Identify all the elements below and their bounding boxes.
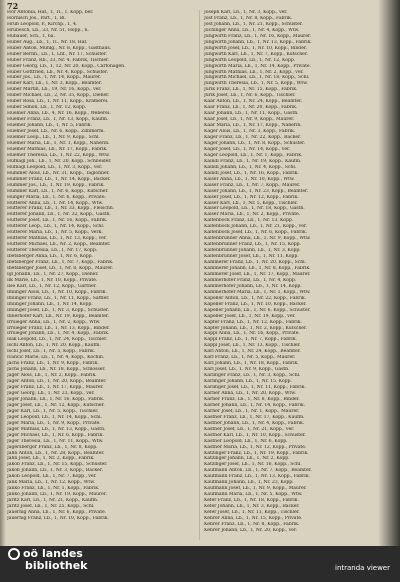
directory-entry: Jäger Mathias, Lb., 1, Nr. 13, Kopp., Gasth. <box>7 426 106 432</box>
directory-entry: Karlinger Johann, Lb., 1, Nr. 15, Kopp. <box>204 379 292 385</box>
directory-entry: Kaar Johann, Lb., 1, Nr. 11, Kopp., Gasth. <box>204 111 299 117</box>
directory-entry: Hör Antonia, Haf., 1, Tl., 1, Kopp, ber. <box>7 10 94 15</box>
directory-entry: Karlinger Franz, Lb., 1, Nr. 3, Kopp., Schl. <box>204 373 301 379</box>
directory-entry: Kager Josef, Lb., 1, Nr. 14, Kopp., ver. <box>204 146 291 152</box>
directory-entry: Kaar Franz, Lb., 1, Nr. 20, Kopp., Fabrik. <box>204 105 298 111</box>
directory-entry: Jäger Josef, Lb., 1, Nr. 12, Kopp., Kutscher. <box>7 402 105 408</box>
directory-entry: Kaiser Anna, Lb., 1, Nr. 10, Kopp., Wtw. <box>204 176 295 182</box>
directory-entry: Huemer Franz, Lb., 1, Nr. 13, Kopp., Kaufm. <box>7 117 109 123</box>
directory-entry: Hummer Jos., Lb., 1, Nr. 19, Kopp., Fabrik. <box>7 182 105 188</box>
directory-entry: Kaiser Johann, Lb., 1, Nr. 23, Kopp., Beamter. <box>204 188 309 194</box>
directory-entry: Karner Johann, Lb., 1, Nr. 14, Kopp., Fabrik. <box>204 402 306 408</box>
directory-entry: Janko Johann, Lb., 1, Nr. 19, Kopp., Maurer. <box>7 492 107 498</box>
logo-text-1: oö landes <box>23 547 83 560</box>
directory-entry: Imlinger Johann, Lb., 1, Nr. 14, Kopp. <box>7 301 93 307</box>
directory-entry: Jäger Leopold, Lb., 1, Nr. 14, Kopp., Schl. <box>7 414 102 420</box>
directory-entry: Jungwirth Josef, Lb., 1, Nr. 10, Kopp., Binder. <box>204 45 307 51</box>
directory-entry: Jäger Anton, Lb., 1, Nr. 20, Kopp., Beamter. <box>7 379 107 385</box>
directory-entry: Katzinger Josef, Lb., 1, Nr. 16, Kopp., Schl. <box>204 462 302 468</box>
directory-entry: Jank Maria, Lb., 1, Nr. 12, Kopp., Wtw. <box>7 480 95 486</box>
library-logo[interactable] <box>8 548 87 571</box>
directory-entry: Huber Rosa, Lb., 1, Nr. 11, Kopp., Krämerei. <box>7 99 109 105</box>
directory-entry: Karl Johann, Lb., 1, Nr. 18, Kopp., Fabrik. <box>204 361 299 367</box>
directory-entry: Igl Johann, Lb., 1, Nr. 27, Kopp., Diener. <box>7 271 99 277</box>
directory-entry: Jauernig Franz, Lb., 1, Nr. 10, Kopp., Fabrik. <box>7 516 109 522</box>
directory-entry: Kapfer Franz, Lb., 1, Nr. 12, Kopp., Fabrik. <box>204 319 302 325</box>
directory-entry: Kehrer Franz, Lb., 1, Nr. 8, Kopp., Fabrik. <box>204 521 300 527</box>
directory-entry: Kefer Josef, Lb., 1, Nr. 11, Kopp., Tischler. <box>204 510 300 516</box>
directory-entry: Kaltenbrunner Anna, Lb., 1, Nr. 9, Kopp., Wtw. <box>204 236 311 242</box>
directory-entry: Kapeller Johann, Lb., 1, Nr. 6, Kopp., Schuster. <box>204 307 311 313</box>
directory-entry: Hutterer Franz, Lb., 1, Nr. 33, Kopp., Fleischh. <box>7 206 115 212</box>
directory-entry: Janko Franz, Lb., 1, Nr. 1, Kopp., Fabrik. <box>7 486 100 492</box>
directory-entry: Huber Martin, Lb., 19, Nr. 16, Kopp., ver. <box>7 87 102 93</box>
directory-entry: Hutterer Mathias, Lb., 1, Nr. 13, Kopp., ver. <box>7 236 107 242</box>
directory-entry: Kaiser Franz, Lb., 1, Nr. 7, Kopp., Maurer. <box>204 182 301 188</box>
directory-entry: Jachs Franz, Lb., 1, Nr. 9, Kopp., Fabrik. <box>7 361 99 367</box>
directory-entry: Huemer Maria, Lb., 1, Nr. 1, Kopp., Näherin. <box>7 140 110 146</box>
directory-entry: Katzinger Franz, Lb., 1, Nr. 19, Kopp., Fabrik. <box>204 450 309 456</box>
directory-entry: Kapfer Johann, Lb., 1, Nr. 2, Kopp., Kutscher. <box>204 325 307 331</box>
directory-entry: Kager Alois, Lb., 1, Nr. 3, Kopp., Fabrik. <box>204 129 296 135</box>
directory-entry: Ilk Marie, Lb., 1, Nr. 10, Kopp., Private. <box>7 277 98 283</box>
directory-entry: Hutterer Maria, Lb., 1, Nr. 5, Kopp., Verk. <box>7 230 103 236</box>
directory-entry: Jurik Josef, Lb., 1, Nr. 6, Kopp., Tischler. <box>204 93 296 99</box>
directory-entry: Irrsieger Johann, Lb., 1, Nr. 4, Kopp., Fabrik. <box>7 331 110 337</box>
directory-entry: Jahn Anton, Lb., 1, Nr. 28, Kopp., Beamter. <box>7 450 105 456</box>
directory-entry: Kappl Josef, Lb., 1, Nr. 13, Kopp., Tischler. <box>204 343 301 349</box>
directory-entry: Huemer Theresia, Lb., 1, Nr. 22, Kopp., Wtw. <box>7 152 110 158</box>
directory-entry: Jäger Michael, Lb., 1, Nr. 6, Kopp., Fabrik. <box>7 432 104 438</box>
directory-entry: Huemer Josef, Lb., Nr. 6, Kopp., Zimmerm. <box>7 129 105 135</box>
directory-entry: Kappl Anna, Lb., 1, Nr. 16, Kopp., Private. <box>204 331 300 337</box>
directory-entry: Karl Franz, Lb., 1, Nr. 5, Kopp., Maurer. <box>204 355 296 361</box>
directory-entry: Jahn Josef, Lb., 1, Nr. 2, Kopp., Fabrik. <box>7 456 95 462</box>
right-column <box>204 10 394 540</box>
directory-entry: Hubauer, Sch., 1, 6a. <box>7 33 55 39</box>
directory-entry: Hörnisch Jos., Part., 1, Bl. <box>7 15 66 21</box>
directory-entry: Imlinger Alois, Lb., 1, Nr. 10, Kopp., Fabrik. <box>7 289 107 295</box>
directory-entry: Hunger Maria, Lb., 1, Nr. 6, Kopp., Private. <box>7 194 106 200</box>
directory-entry: Irrsieger Anna, Lb., 1, Nr. 2, Kopp., Wtw. <box>7 319 101 325</box>
directory-entry: Juchinger Anna, Lb., 1, Nr. 4, Kopp., Wtw. <box>204 27 300 33</box>
directory-entry: Kaar Maria, Lb., 1, Nr. 17, Kopp., Näherin. <box>204 123 302 129</box>
directory-entry: Hutterer Josef, Lb., 1, Nr. 16, Kopp., Fabrik. <box>7 218 108 224</box>
directory-entry: Jäger Alois, Lb., 1, Nr. 2, Kopp., Fabrik. <box>7 373 97 379</box>
left-column <box>7 10 197 540</box>
directory-entry: Hummer Karl, Lb., 1, Nr. 6, Kopp., Kutscher. <box>7 188 109 194</box>
directory-entry: Isak Leopold, Lb., 1, Nr. 24, Kopp., Tischler. <box>7 337 108 343</box>
logo-icon <box>8 548 20 560</box>
directory-entry: Kehrer Anna, Lb., 1, Nr. 15, Kopp., Private. <box>204 516 303 522</box>
directory-entry: Jungwirth Maria, Lb., 1, Nr. 14, Kopp., Private. <box>204 63 311 69</box>
directory-entry: Kapeller Josef, Lb., 1, Nr. 19, Kopp., ver. <box>204 313 296 319</box>
directory-entry: Huemer Johann, Lb., 1, Nr. 5, Fabrik. <box>7 123 92 129</box>
directory-entry: Hutterer Leop., Lb., 1, Nr. 14, Kopp., Schl. <box>7 224 105 230</box>
directory-entry: Huber Simon, Lb., 1, Nr. 12, Kopp. <box>7 105 87 111</box>
directory-entry: Joseph Karl, Lb., 1, Nr. 3, Kopp., ver. <box>204 10 288 15</box>
directory-entry: Kapeller Anton, Lb., 1, Nr. 22, Kopp., Fabrik. <box>204 295 307 301</box>
directory-entry: Kammerhofer Franz, Lb., 1, Nr. 4, Kopp. <box>204 277 297 283</box>
directory-entry: Huber Gottfried, Lb., Nr. 4, Kopp., Schuster. <box>7 69 108 75</box>
directory-entry: Huber Anton, Mühlg., Nr. 8, Kopp., Gasthaus. <box>7 45 112 51</box>
directory-entry: Karl Josef, Lb., 1, Nr. 9, Kopp., Gasth. <box>204 367 290 373</box>
directory-entry: Kastner Franz, Lb., 1, Nr. 17, Kopp., Kaufm. <box>204 414 305 420</box>
page-number: 72 <box>7 1 19 11</box>
directory-entry: Jaritz Josef, Lb., 1, Nr. 25, Kopp., Schl. <box>7 504 95 510</box>
directory-entry: Kaiser Leopold, Lb., 1, Nr. 18, Kopp., Gasth. <box>204 206 305 212</box>
directory-entry: Kaufmann Anton, Lb., 1, Nr. 7, Kopp., Beamter. <box>204 468 312 474</box>
directory-entry: Kaltenbrunner Josef, Lb., 1, Nr. 11, Kopp. <box>204 254 299 260</box>
directory-entry: Jungwirth Johann, Lb., 1, Nr. 13, Kopp., Fabrik. <box>204 39 312 45</box>
viewer-brand[interactable]: intranda viewer <box>335 564 390 572</box>
directory-entry: Kaltenböck Johann, Lb., 1, Nr. 21, Kopp., ver. <box>204 224 307 230</box>
directory-entry: Hufnagl Leopold, Lb., 1, Nr. 3, Kopp., ver. <box>7 164 103 170</box>
directory-entry: Kammerer Josef, Lb., 1, Nr. 17, Kopp., Maurer. <box>204 271 311 277</box>
directory-entry: Huber Bernh., Lb., 1, Lhf., Nr. 17, Schuster. <box>7 51 107 57</box>
directory-entry: Hrubesch, Lb., 33, Nr. 51, Hopp., n. <box>7 27 89 33</box>
directory-entry: Jäger Georg, Lb., 1, Nr. 23, Kopp., ver. <box>7 391 95 396</box>
directory-entry: Ivancic Marie, Lb., 1, Nr. 4, Kopp., Köchin. <box>7 355 105 361</box>
directory-entry: Kaltenbrunner Johann, Lb., 1, Nr. 3, Kopp. <box>204 248 301 254</box>
directory-entry: Ibetsberger Josef, Lb., 1, Nr. 8, Kopp., Maurer. <box>7 265 114 271</box>
directory-entry: Karner Anna, Lb., 1, Nr. 20, Kopp., Wtw. <box>204 391 296 396</box>
directory-entry: Kastner Josef, Lb., 1, Nr. 21, Kopp., ver. <box>204 426 295 432</box>
directory-entry: Jungwirth Leopold, Lb., 1, Nr. 12, Kopp. <box>204 57 296 63</box>
directory-entry: Imlinger Josef, Lb., 1, Nr. 3, Kopp., Schuster. <box>7 307 109 313</box>
directory-entry: Jungwirth Mathias, Lb., 1, Nr. 2, Kopp., ver. <box>204 69 304 75</box>
directory-entry: Jurik Franz, Lb., 1, Nr. 15, Kopp., Fabrik. <box>204 87 298 93</box>
directory-entry: Katzinger Johann, Lb., 1, Nr. 2, Kopp. <box>204 456 290 462</box>
directory-entry: Kager Leopold, Lb., 1, Nr. 1, Kopp., Fabrik. <box>204 152 303 158</box>
directory-entry: Kaar Anton, Lb., 1, Nr. 24, Kopp., Beamter. <box>204 99 303 105</box>
directory-entry: Kammerhofer Johann, Lb., 1, Nr. 14, Kopp. <box>204 283 302 289</box>
directory-entry: Kaufmann Johann, Lb., 1, Nr. 23, Kopp. <box>204 480 294 486</box>
directory-entry: Huber Michael, Lb., 2, Nr. 35, Kopp., Diener. <box>7 93 110 99</box>
column-divider <box>199 10 200 540</box>
directory-entry: Huemer Mathias, Lb., Nr. 17, Kopp., Fabrik. <box>7 146 108 152</box>
directory-entry: Jost Franz, Lb., 1, Nr. 8, Kopp., Fabrik. <box>204 15 293 21</box>
directory-entry: Ischl Josef, Lb., 1, Nr. 5, Kopp., Fabrik. <box>7 349 96 355</box>
directory-entry: Hrub Leopold, P., Kirchp., 1, 4. <box>7 21 78 27</box>
directory-entry: Kaufmann Josef, Lb., 1, Nr. 9, Kopp., Maurer. <box>204 486 307 492</box>
directory-entry: Kaufmann Maria, Lb., 1, Nr. 5, Kopp., Wtw. <box>204 492 303 498</box>
directory-entry: Kammerhofer Maria, Lb., 1, Nr. 1, Kopp., Wtw. <box>204 289 311 295</box>
directory-entry: Jauernig Anna, Lb., 1, Nr. 6, Kopp., Private. <box>7 510 107 516</box>
directory-entry: Innerhofer Karl, Lb., Nr. 19, Kopp., Beamter. <box>7 313 109 319</box>
directory-entry: Kaltenböck Josef, Lb., 1, Nr. 6, Kopp., Fabrik. <box>204 230 307 236</box>
directory-entry: Kastner Karl, Lb., 1, Nr. 10, Kopp., Schuster. <box>204 432 306 438</box>
directory-entry: Karner Josef, Lb., 1, Nr. 1, Kopp., Maurer. <box>204 408 300 414</box>
directory-entry: Kastner Maria, Lb., 1, Nr. 12, Kopp., Private. <box>204 444 307 450</box>
directory-entry: Kaltenbrunner Franz, Lb., 1, Nr. 15, Kopp. <box>204 242 301 248</box>
directory-entry: Kaindl Franz, Lb., 1, Nr. 19, Kopp., Kaufm. <box>204 158 302 164</box>
directory-entry: Kager Johann, Lb., 1, Nr. 8, Kopp., Schuster. <box>204 140 306 146</box>
directory-entry: Ischl Anton, Lb., 1, Nr. 20, Kopp., Kaufm. <box>7 343 101 349</box>
directory-entry: Imlinger Franz, Lb., 1, Nr. 11, Kopp., Sattler. <box>7 295 110 301</box>
directory-entry: Kammerer Johann, Lb., 1, Nr. 8, Kopp., Fabrik. <box>204 265 311 271</box>
directory-entry: Karl Anton, Lb., 1, Nr. 24, Kopp., Beamter. <box>204 349 301 355</box>
directory-entry: Irrsieger Franz, Lb., 1, Nr. 13, Kopp., Binder. <box>7 325 110 331</box>
directory-entry: Huber Aug., Lb., 1, Tl., Nr. 18, Haf. <box>7 39 88 45</box>
directory-entry: Jungwirth Franz, Lb., 1, Nr. 16, Kopp., Maurer. <box>204 33 312 39</box>
directory-entry: Huber Franz, Rb., 33, Nr. 4, Fabrik, Tischler. <box>7 57 110 63</box>
directory-entry: Kaiser Josef, Lb., 1, Nr. 12, Kopp., Fabrik. <box>204 194 299 200</box>
directory-entry: Jachs Johann, Lb., Nr. 18, Kopp., Schlosser. <box>7 367 106 373</box>
directory-entry: Huber Georg, Lb., 1, 12, Nr. 20, Kopp., Cartonagen. <box>7 63 126 69</box>
logo-line-2: bibliothek <box>25 559 88 572</box>
directory-entry: Kefer Franz, Lb., 1, Nr. 18, Kopp., Fabrik. <box>204 498 299 504</box>
directory-entry: Jost Johann, Lb., 1, Nr. 21, Kopp., Schuster. <box>204 21 303 27</box>
page-edge-shadow <box>378 0 400 546</box>
directory-entry: Jungwirth Karl, Lb., 1, Nr. 7, Kopp., Kutscher. <box>204 51 308 57</box>
directory-entry: Huber Karl, Lb., 1, Nr. 3, Kopp., Beamter. <box>7 81 102 87</box>
directory-entry: Kaar Josef, Lb., 1, Nr. 9, Kopp., Maurer. <box>204 117 295 123</box>
directory-entry: Jakob Franz, Lb., 1, Nr. 15, Kopp., Schuster. <box>7 462 108 468</box>
directory-entry: Huber Jos., Lb., 1, Nr. 14, Kopp., Maurer. <box>7 75 101 81</box>
directory-entry: Jäger Maria, Lb., 1, Nr. 9, Kopp., Private. <box>7 420 101 426</box>
directory-entry: Jäger Franz, Lb., 1, Nr. 17, Kopp., Maurer. <box>7 385 104 391</box>
directory-entry: Kefer Johann, Lb., 1, Nr. 3, Kopp., Bäcker. <box>204 504 300 510</box>
directory-entry: Kapeller Franz, Lb., 1, Nr. 10, Kopp., Bäcker. <box>204 301 307 307</box>
directory-entry: Karner Franz, Lb., 1, Nr. 8, Kopp., Binder. <box>204 396 300 402</box>
directory-entry: Kaiser Maria, Lb., 1, Nr. 2, Kopp., Private. <box>204 212 301 218</box>
directory-entry: Huemer Anna, Lb., 4, Nr. 16, Kopp., Weberei. <box>7 111 111 117</box>
directory-entry: Hutterer Johann, Lb., 1, Nr. 32, Kopp., Gasth. <box>7 212 111 218</box>
directory-entry: Kastner Leopold, Lb., 1, Nr. 6, Kopp. <box>204 438 288 444</box>
directory-entry: Jakob Leopold, Lb., 1, Nr. 7, Kopp., ver. <box>7 474 97 480</box>
directory-entry: Jäger Johann, Lb., 1, Nr. 16, Kopp., Fabrik. <box>7 396 105 402</box>
directory-entry: Hutterer Theresia, Lb., 1, Nr. 17, Kopp. <box>7 248 98 254</box>
directory-entry: Jäger Karl, Lb., 1, Nr. 5, Kopp., Tischler. <box>7 408 99 414</box>
directory-entry: Ibetsberger Franz, Lb., 1, Nr. 7, Kopp., Fabrik. <box>7 260 114 266</box>
directory-entry: Hutterer Michael, Lb., Nr. 2, Kopp., Beamter. <box>7 242 111 248</box>
directory-entry: Kager Franz, Lb., 1, Nr. 22, Kopp., Bäcker. <box>204 135 302 141</box>
directory-entry: Hufnagl Joh., Lb., 1, Nr. 20, Kopp., Schneider. <box>7 158 112 164</box>
directory-entry: Karlinger Josef, Lb., 1, Nr. 11, Kopp., Fabrik. <box>204 385 306 391</box>
directory-entry: Kaltenböck Franz, Lb., 1, Nr. 13, Kopp. <box>204 218 294 224</box>
directory-entry: Kaiser Karl, Lb., 1, Nr. 5, Kopp., Tischler. <box>204 200 298 206</box>
directory-entry: Kehrer Johann, Lb., 1, Nr. 20, Kopp., ver. <box>204 527 298 533</box>
directory-entry: Kaindl Josef, Lb., 1, Nr. 16, Kopp., Fabrik. <box>204 170 299 176</box>
page-gutter-shadow <box>0 0 6 546</box>
directory-entry: Ibetsberger Anna, Lb., 1, Nr. 6, Kopp. <box>7 254 93 260</box>
directory-entry: Huemer Leop., Lb., 1, Nr. 9, Kopp., Schl. <box>7 135 100 141</box>
directory-entry: Hummer Alois, Lb., Nr. 31, Kopp., Taglöhner. <box>7 170 110 176</box>
directory-entry: Jaritz Karl, Lb., 1, Nr. 21, Kopp., Kaufm. <box>7 498 99 504</box>
directory-entry: Ilse Karl, Lb., 1, Nr. 12, Kopp., Gärtner. <box>7 283 97 289</box>
directory-entry: Kappl Franz, Lb., 1, Nr. 7, Kopp., Fabrik. <box>204 337 297 343</box>
directory-entry: Jäger Theresia, Lb., 1, Nr. 11, Kopp., Wtw. <box>7 438 104 444</box>
directory-entry: Kammerer Franz, Lb., 1, Nr. 20, Kopp., Schl. <box>204 260 306 266</box>
directory-entry: Jakob Johann, Lb., 1, Nr. 3, Kopp., Bäcker. <box>7 468 103 474</box>
directory-entry: Jungwirth Theresia, Lb., 1, Nr. 5, Kopp., Wtw. <box>204 81 308 87</box>
directory-entry: Kaindl Johann, Lb., 1, Nr. 4, Kopp., Schl. <box>204 164 297 170</box>
directory-entry: Jagersberger Franz, Lb., 1, Nr. 8, Kopp. <box>7 444 98 450</box>
directory-entry: Kastner Johann, Lb., 1, Nr. 4, Kopp., Fabrik. <box>204 420 305 426</box>
directory-entry: Hutterer Anna, Lb., 1, Nr. 14, Kopp., Wtw. <box>7 200 104 206</box>
directory-entry: Hummer Franz, Lb., 1, Nr. 14, Kopp., Bäcker. <box>7 176 111 182</box>
directory-entry: Jungwirth Michael, Lb., 1, Nr. 18, Kopp., Schl. <box>204 75 310 81</box>
directory-entry: Kaufmann Franz, Lb., 1, Nr. 13, Kopp., Fabrik. <box>204 474 310 480</box>
